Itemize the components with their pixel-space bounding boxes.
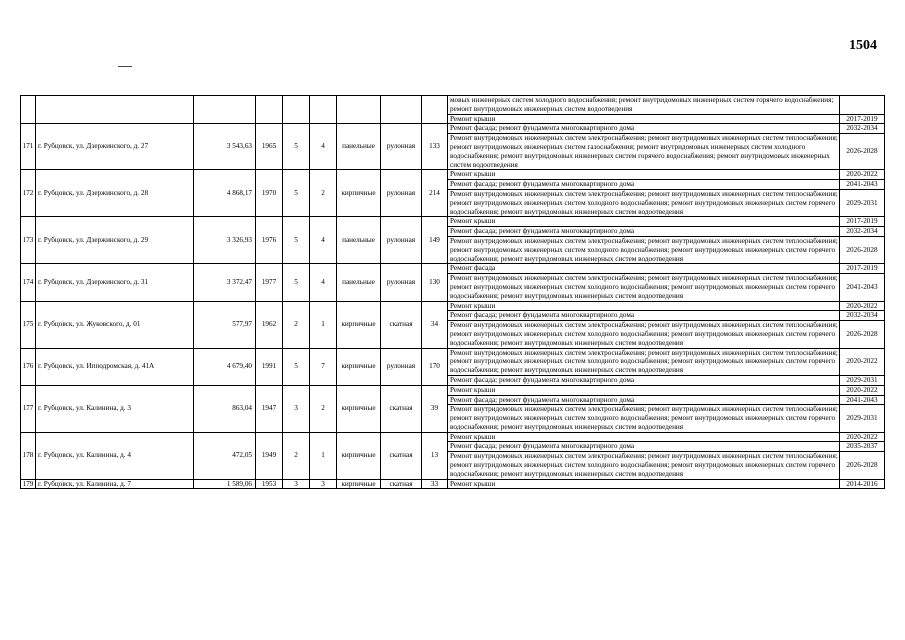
year-built: 1949 bbox=[256, 432, 283, 479]
scan-mark bbox=[118, 66, 132, 67]
entrances-count: 4 bbox=[310, 124, 337, 170]
table-row bbox=[21, 124, 885, 134]
roof-type: скатная bbox=[381, 479, 422, 489]
total-area: 577,97 bbox=[194, 301, 256, 348]
work-period: 2041-2043 bbox=[840, 274, 885, 301]
year-built: 1947 bbox=[256, 385, 283, 432]
table-row bbox=[21, 385, 885, 395]
floors-count: 5 bbox=[283, 217, 310, 264]
row-number: 171 bbox=[21, 124, 36, 170]
wall-material: кирпичные bbox=[337, 170, 381, 217]
work-description: Ремонт крыши bbox=[448, 432, 840, 442]
year-built: 1970 bbox=[256, 170, 283, 217]
total-area: 3 326,93 bbox=[194, 217, 256, 264]
year-built: 1976 bbox=[256, 217, 283, 264]
table-row bbox=[21, 170, 885, 180]
work-period: 2032-2034 bbox=[840, 227, 885, 237]
roof-type: рулонная bbox=[381, 264, 422, 301]
residents-count: 33 bbox=[422, 479, 448, 489]
work-description: Ремонт фасада; ремонт фундамента многоквартирного дома bbox=[448, 375, 840, 385]
floors-count: 3 bbox=[283, 385, 310, 432]
work-description: Ремонт внутридомовых инженерных систем электроснабжения; ремонт внутридомовых инженерных систем теплоснабжения; ремонт внутридомовых инженерных систем холодного водоснабжения; ремонт внутридомовых инженерных систем горячего водоснабжения; ремонт внутридомовых инженерных систем водоотведения bbox=[448, 274, 840, 301]
entrances-count: 2 bbox=[310, 170, 337, 217]
wall-material: кирпичные bbox=[337, 432, 381, 479]
wall-material: кирпичные bbox=[337, 348, 381, 385]
entrances-count: 2 bbox=[310, 385, 337, 432]
entrances-count: 4 bbox=[310, 264, 337, 301]
repair-schedule-table bbox=[20, 95, 885, 489]
work-description: мовых инженерных систем холодного водоснабжения; ремонт внутридомовых инженерных систем горячего водоснабжения; ремонт внутридомовых инженерных систем водоотведения bbox=[448, 96, 840, 115]
building-address: г. Рубцовск, ул. Дзержинского, д. 28 bbox=[36, 170, 194, 217]
roof-type: рулонная bbox=[381, 217, 422, 264]
entrances-count: 3 bbox=[310, 479, 337, 489]
work-period: 2026-2028 bbox=[840, 134, 885, 170]
entrances-count: 1 bbox=[310, 301, 337, 348]
work-description: Ремонт фасада; ремонт фундамента многоквартирного дома bbox=[448, 227, 840, 237]
row-number: 178 bbox=[21, 432, 36, 479]
table-row bbox=[21, 217, 885, 227]
work-period: 2029-2031 bbox=[840, 375, 885, 385]
building-address: г. Рубцовск, ул. Дзержинского, д. 29 bbox=[36, 217, 194, 264]
table-row bbox=[21, 479, 885, 489]
page-number: 1504 bbox=[849, 38, 877, 53]
building-address: г. Рубцовск, ул. Жуковского, д. 01 bbox=[36, 301, 194, 348]
entrances-count: 4 bbox=[310, 217, 337, 264]
work-period: 2026-2028 bbox=[840, 236, 885, 263]
year-built: 1953 bbox=[256, 479, 283, 489]
total-area: 4 679,40 bbox=[194, 348, 256, 385]
floors-count: 2 bbox=[283, 432, 310, 479]
work-description: Ремонт внутридомовых инженерных систем электроснабжения; ремонт внутридомовых инженерных систем теплоснабжения; ремонт внутридомовых инженерных систем холодного водоснабжения; ремонт внутридомовых инженерных систем горячего водоснабжения; ремонт внутридомовых инженерных систем водоотведения bbox=[448, 348, 840, 375]
work-description: Ремонт внутридомовых инженерных систем электроснабжения; ремонт внутридомовых инженерных систем теплоснабжения; ремонт внутридомовых инженерных систем холодного водоснабжения; ремонт внутридомовых инженерных систем горячего водоснабжения; ремонт внутридомовых инженерных систем водоотведения bbox=[448, 236, 840, 263]
table-row bbox=[21, 264, 885, 274]
building-address: г. Рубцовск, ул. Калинина, д. 3 bbox=[36, 385, 194, 432]
work-description: Ремонт внутридомовых инженерных систем электроснабжения; ремонт внутридомовых инженерных систем теплоснабжения; ремонт внутридомовых инженерных систем холодного водоснабжения; ремонт внутридомовых инженерных систем горячего водоснабжения; ремонт внутридомовых инженерных систем водоотведения bbox=[448, 189, 840, 216]
row-number: 172 bbox=[21, 170, 36, 217]
floors-count: 5 bbox=[283, 264, 310, 301]
floors-count: 3 bbox=[283, 479, 310, 489]
total-area: 472,05 bbox=[194, 432, 256, 479]
building-address: г. Рубцовск, ул. Дзержинского, д. 31 bbox=[36, 264, 194, 301]
floors-count: 5 bbox=[283, 348, 310, 385]
total-area: 1 589,06 bbox=[194, 479, 256, 489]
year-built: 1962 bbox=[256, 301, 283, 348]
wall-material: кирпичные bbox=[337, 301, 381, 348]
work-description: Ремонт фасада; ремонт фундамента многоквартирного дома bbox=[448, 395, 840, 405]
work-period: 2035-2037 bbox=[840, 442, 885, 452]
roof-type: скатная bbox=[381, 301, 422, 348]
residents-count: 13 bbox=[422, 432, 448, 479]
work-description: Ремонт внутридомовых инженерных систем электроснабжения; ремонт внутридомовых инженерных систем теплоснабжения; ремонт внутридомовых инженерных систем холодного водоснабжения; ремонт внутридомовых инженерных систем горячего водоснабжения; ремонт внутридомовых инженерных систем водоотведения bbox=[448, 321, 840, 348]
work-period: 2017-2019 bbox=[840, 217, 885, 227]
row-number: 174 bbox=[21, 264, 36, 301]
wall-material: кирпичные bbox=[337, 479, 381, 489]
residents-count: 170 bbox=[422, 348, 448, 385]
row-number: 173 bbox=[21, 217, 36, 264]
wall-material: кирпичные bbox=[337, 385, 381, 432]
work-description: Ремонт крыши bbox=[448, 114, 840, 124]
work-description: Ремонт фасада bbox=[448, 264, 840, 274]
work-description: Ремонт фасада; ремонт фундамента многоквартирного дома bbox=[448, 311, 840, 321]
entrances-count: 1 bbox=[310, 432, 337, 479]
building-address: г. Рубцовск, ул. Дзержинского, д. 27 bbox=[36, 124, 194, 170]
table-row bbox=[21, 348, 885, 375]
work-period: 2032-2034 bbox=[840, 124, 885, 134]
roof-type: скатная bbox=[381, 385, 422, 432]
work-period: 2026-2028 bbox=[840, 452, 885, 479]
work-description: Ремонт крыши bbox=[448, 170, 840, 180]
building-address: г. Рубцовск, ул. Калинина, д. 4 bbox=[36, 432, 194, 479]
work-period: 2029-2031 bbox=[840, 189, 885, 216]
work-period: 2041-2043 bbox=[840, 395, 885, 405]
work-description: Ремонт внутридомовых инженерных систем электроснабжения; ремонт внутридомовых инженерных систем теплоснабжения; ремонт внутридомовых инженерных систем холодного водоснабжения; ремонт внутридомовых инженерных систем горячего водоснабжения; ремонт внутридомовых инженерных систем водоотведения bbox=[448, 452, 840, 479]
total-area: 3 543,63 bbox=[194, 124, 256, 170]
work-period: 2017-2019 bbox=[840, 114, 885, 124]
roof-type: рулонная bbox=[381, 170, 422, 217]
year-built: 1977 bbox=[256, 264, 283, 301]
work-description: Ремонт внутридомовых инженерных систем электроснабжения; ремонт внутридомовых инженерных систем теплоснабжения; ремонт внутридомовых инженерных систем холодного водоснабжения; ремонт внутридомовых инженерных систем горячего водоснабжения; ремонт внутридомовых инженерных систем водоотведения bbox=[448, 405, 840, 432]
floors-count: 5 bbox=[283, 170, 310, 217]
work-description: Ремонт фасада; ремонт фундамента многоквартирного дома bbox=[448, 124, 840, 134]
table-row bbox=[21, 432, 885, 442]
entrances-count: 7 bbox=[310, 348, 337, 385]
total-area: 3 372,47 bbox=[194, 264, 256, 301]
wall-material: панельные bbox=[337, 217, 381, 264]
work-period: 2020-2022 bbox=[840, 301, 885, 311]
work-period: 2020-2022 bbox=[840, 348, 885, 375]
row-number: 177 bbox=[21, 385, 36, 432]
residents-count: 39 bbox=[422, 385, 448, 432]
work-description: Ремонт крыши bbox=[448, 217, 840, 227]
work-description: Ремонт крыши bbox=[448, 301, 840, 311]
residents-count: 214 bbox=[422, 170, 448, 217]
work-period: 2020-2022 bbox=[840, 432, 885, 442]
work-description: Ремонт крыши bbox=[448, 479, 840, 489]
work-period: 2020-2022 bbox=[840, 170, 885, 180]
wall-material: панельные bbox=[337, 124, 381, 170]
work-description: Ремонт внутридомовых инженерных систем электроснабжения; ремонт внутридомовых инженерных систем теплоснабжения; ремонт внутридомовых инженерных систем газоснабжения; ремонт внутридомовых инженерных систем холодного водоснабжения; ремонт внутридомовых инженерных систем горячего водоснабжения; ремонт внутридомовых инженерных систем водоотведения bbox=[448, 134, 840, 170]
year-built: 1991 bbox=[256, 348, 283, 385]
work-period: 2032-2034 bbox=[840, 311, 885, 321]
work-period: 2020-2022 bbox=[840, 385, 885, 395]
roof-type: рулонная bbox=[381, 124, 422, 170]
roof-type: рулонная bbox=[381, 348, 422, 385]
wall-material: панельные bbox=[337, 264, 381, 301]
roof-type: скатная bbox=[381, 432, 422, 479]
building-address: г. Рубцовск, ул. Ипподромская, д. 41А bbox=[36, 348, 194, 385]
row-number: 176 bbox=[21, 348, 36, 385]
residents-count: 130 bbox=[422, 264, 448, 301]
work-description: Ремонт фасада; ремонт фундамента многоквартирного дома bbox=[448, 180, 840, 190]
table-row bbox=[21, 301, 885, 311]
row-number: 179 bbox=[21, 479, 36, 489]
work-period: 2041-2043 bbox=[840, 180, 885, 190]
total-area: 863,04 bbox=[194, 385, 256, 432]
work-period: 2017-2019 bbox=[840, 264, 885, 274]
work-period: 2026-2028 bbox=[840, 321, 885, 348]
building-address: г. Рубцовск, ул. Калинина, д. 7 bbox=[36, 479, 194, 489]
work-period: 2014-2016 bbox=[840, 479, 885, 489]
total-area: 4 868,17 bbox=[194, 170, 256, 217]
work-description: Ремонт крыши bbox=[448, 385, 840, 395]
residents-count: 34 bbox=[422, 301, 448, 348]
floors-count: 2 bbox=[283, 301, 310, 348]
work-description: Ремонт фасада; ремонт фундамента многоквартирного дома bbox=[448, 442, 840, 452]
row-number: 175 bbox=[21, 301, 36, 348]
work-period: 2029-2031 bbox=[840, 405, 885, 432]
continuation-row bbox=[21, 96, 885, 115]
floors-count: 5 bbox=[283, 124, 310, 170]
year-built: 1965 bbox=[256, 124, 283, 170]
residents-count: 133 bbox=[422, 124, 448, 170]
residents-count: 149 bbox=[422, 217, 448, 264]
